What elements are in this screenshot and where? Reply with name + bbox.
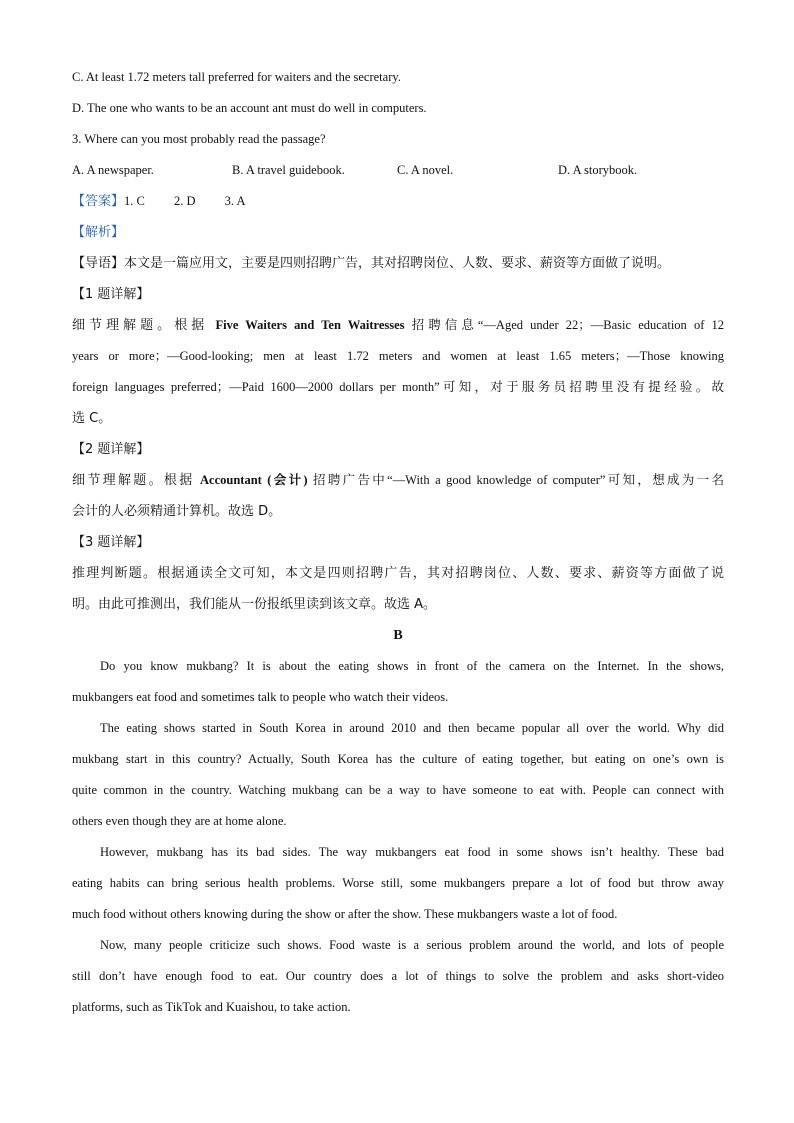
passage-line: Now, many people criticize such shows. Food waste is a serious problem around the world, and lots of people: [100, 938, 724, 952]
q1-detail-line: 细节理解题。根据 Five Waiters and Ten Waitresses 招聘信息“—Aged under 22；—Basic education of 12: [72, 318, 725, 333]
question-3: 3. Where can you most probably read the passage?: [72, 132, 326, 146]
answer-tag: 【答案】: [72, 194, 125, 209]
passage-line: others even though they are at home alone.: [72, 814, 287, 828]
passage-line: Do you know mukbang? It is about the eating shows in front of the camera on the Internet. In the shows,: [100, 659, 724, 673]
q2-ad-title: Accountant (会计): [200, 473, 308, 487]
guide-line: [72, 248, 724, 279]
answer-item: 2. D: [173, 194, 196, 208]
q3-option-d: D. A storybook.: [558, 163, 638, 177]
analysis-tag: 【解析】: [72, 225, 125, 240]
document-page: [72, 62, 724, 1023]
answer-item: 1. C: [124, 194, 145, 208]
guide-text: 本文是一篇应用文，主要是四则招聘广告，其对招聘岗位、人数、要求、薪资等方面做了说明。: [124, 256, 671, 271]
passage-line: platforms, such as TikTok and Kuaishou, to take action.: [72, 1000, 351, 1014]
passage-line: mukbang start in this country? Actually, South Korea has the culture of eating together, but eating on one’s own is: [72, 752, 724, 766]
q1-detail-line: 选 C。: [72, 411, 112, 426]
q3-option-c: C. A novel.: [397, 163, 454, 177]
q2-detail-tag: 【2 题详解】: [72, 442, 150, 457]
q3-detail-tag: 【3 题详解】: [72, 535, 150, 550]
answer-item: 3. A: [224, 194, 246, 208]
q3-detail-line: 明。由此可推测出，我们能从一份报纸里读到该文章。故选 A。: [72, 597, 437, 612]
passage-line: still don’t have enough food to eat. Our country does a lot of things to solve the problem and asks short-video: [72, 969, 724, 983]
q3-option-a: A. A newspaper.: [72, 163, 154, 177]
q1-detail-line: years or more；—Good-looking; men at least 1.72 meters and women at least 1.65 meters；—Those knowing: [72, 349, 724, 363]
q2-detail-line: 细节理解题。根据 Accountant (会计) 招聘广告中“—With a good knowledge of computer”可知，想成为一名: [72, 473, 724, 488]
guide-tag: 【导语】: [72, 256, 125, 271]
q1-ad-title: Five Waiters and Ten Waitresses: [215, 318, 405, 332]
q3-option-b: B. A travel guidebook.: [232, 163, 345, 177]
section-b-title: B: [393, 628, 403, 643]
q3-detail-line: 推理判断题。根据通读全文可知，本文是四则招聘广告，其对招聘岗位、人数、要求、薪资等方面做了说: [72, 566, 724, 581]
passage-line: much food without others knowing during the show or after the show. These mukbangers waste a lot of food.: [72, 907, 618, 921]
answer-line: [72, 186, 724, 217]
passage-line: mukbangers eat food and sometimes talk to people who watch their videos.: [72, 690, 449, 704]
q1-detail-line: foreign languages preferred；—Paid 1600—2000 dollars per month”可知，对于服务员招聘里没有提经验。故: [72, 380, 724, 394]
passage-line: quite common in the country. Watching mukbang can be a way to have someone to eat with. People can connect with: [72, 783, 724, 797]
q2-detail-line: 会计的人必须精通计算机。故选 D。: [72, 504, 282, 519]
passage-line: eating habits can bring serious health problems. Worse still, some mukbangers prepare a lot of food but throw away: [72, 876, 724, 890]
option-c: C. At least 1.72 meters tall preferred for waiters and the secretary.: [72, 70, 401, 84]
q1-detail-tag: 【1 题详解】: [72, 287, 150, 302]
question-3-options: [72, 155, 724, 186]
passage-line: However, mukbang has its bad sides. The way mukbangers eat food in some shows isn’t healthy. These bad: [100, 845, 724, 859]
passage-line: The eating shows started in South Korea in around 2010 and then became popular all over the world. Why did: [100, 721, 724, 735]
option-d: D. The one who wants to be an account ant must do well in computers.: [72, 101, 427, 115]
